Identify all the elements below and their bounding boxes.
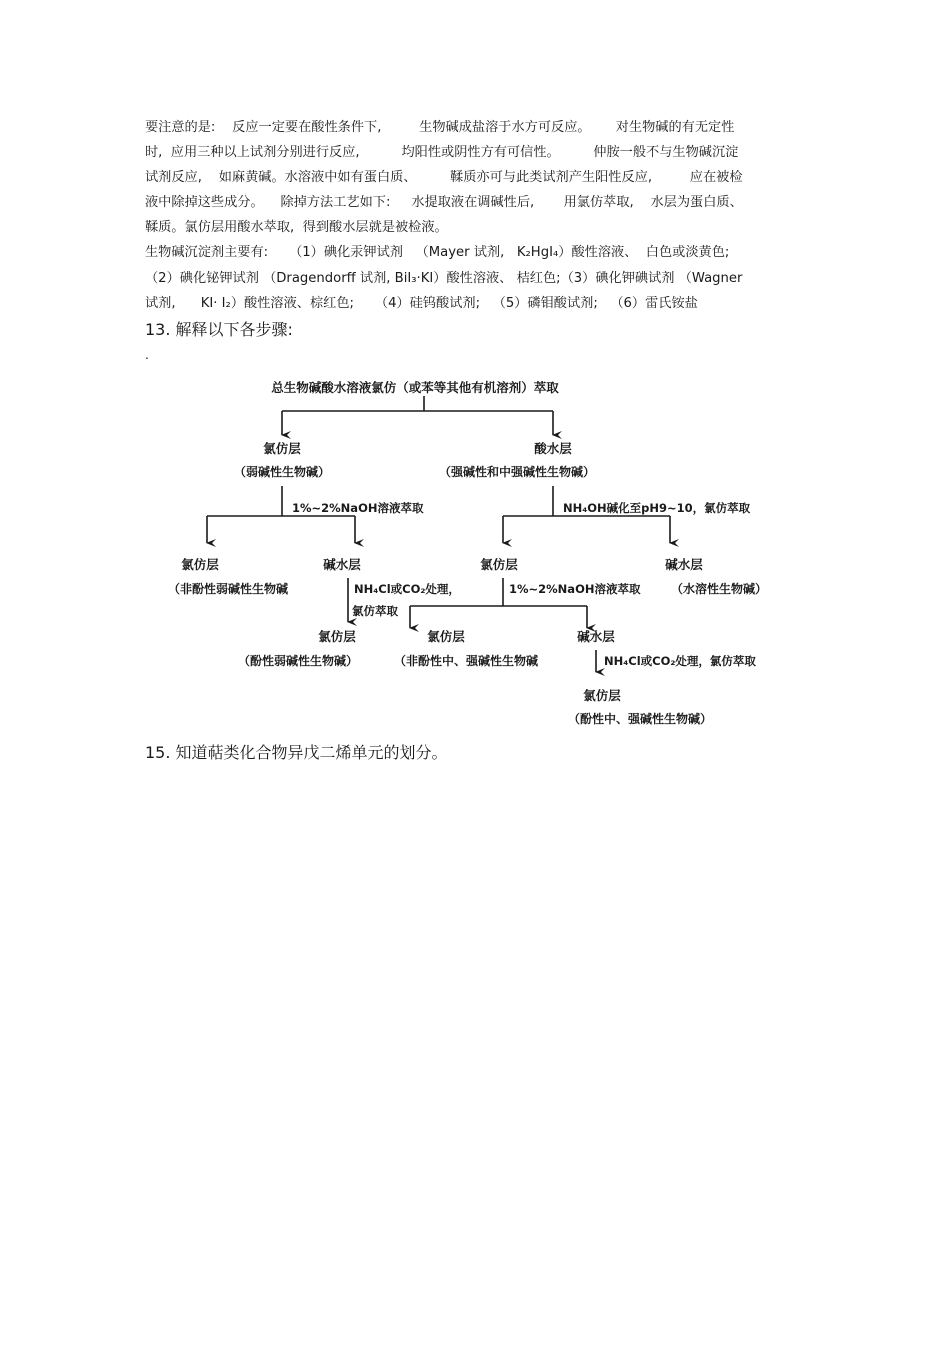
text-line: 试剂, KI· I₂）酸性溶液、棕红色; （4）硅钨酸试剂; （5）磷钼酸试剂; （6）雷氏铵盐 <box>145 296 698 311</box>
flow-alkali-water-layer-2: 碱水层 <box>665 557 703 572</box>
text-line: 时, 应用三种以上试剂分别进行反应, 均阳性或阴性方有可信性。 仲胺一般不与生物碱沉淀 <box>145 145 739 160</box>
flow-step-naoh-2: 1%~2%NaOH溶液萃取 <box>509 582 641 596</box>
flow-chloroform-layer-5: 氯仿层 <box>427 629 465 644</box>
text-line: 生物碱沉淀剂主要有: （1）碘化汞钾试剂 （Mayer 试剂, K₂HgI₄）酸性溶液、 白色或淡黄色; <box>145 245 730 260</box>
flow-acid-water-layer: 酸水层 <box>534 441 572 456</box>
flow-step-naoh-1: 1%~2%NaOH溶液萃取 <box>292 501 424 515</box>
flow-chloroform-layer-1-desc: （弱碱性生物碱） <box>233 465 331 479</box>
flow-chloroform-layer-6-desc: （酚性中、强碱性生物碱） <box>567 712 713 726</box>
flow-top-label: 总生物碱酸水溶液氯仿（或苯等其他有机溶剂）萃取 <box>271 380 559 395</box>
text-line: 液中除掉这些成分。 除掉方法工艺如下: 水提取液在调碱性后, 用氯仿萃取, 水层为蛋白质、 <box>145 195 743 210</box>
flow-chloroform-layer-4: 氯仿层 <box>318 629 356 644</box>
flow-chloroform-layer-2: 氯仿层 <box>181 557 219 572</box>
stray-dot: . <box>145 348 149 362</box>
text-line: 要注意的是: 反应一定要在酸性条件下, 生物碱成盐溶于水方可反应。 对生物碱的有无定性 <box>145 120 735 135</box>
flow-chloroform-layer-6: 氯仿层 <box>583 688 621 703</box>
flow-chloroform-layer-4-desc: （酚性弱碱性生物碱） <box>237 654 359 668</box>
flow-step-nh4cl-1a: NH₄Cl或CO₂处理， <box>354 582 460 596</box>
flow-chloroform-layer-5-desc: （非酚性中、强碱性生物碱 <box>393 654 539 668</box>
flow-step-nh4cl-1b: 氯仿萃取 <box>352 604 398 618</box>
flow-alkali-water-layer-2-desc: （水溶性生物碱） <box>670 582 768 596</box>
flow-step-nh4cl-2: NH₄Cl或CO₂处理，氯仿萃取 <box>604 654 756 668</box>
flow-acid-water-layer-desc: （强碱性和中强碱性生物碱） <box>438 465 596 479</box>
heading-13: 13. 解释以下各步骤: <box>145 320 293 339</box>
flow-chloroform-layer-2-desc: （非酚性弱碱性生物碱 <box>167 582 289 596</box>
flow-chloroform-layer-3: 氯仿层 <box>480 557 518 572</box>
flow-chloroform-layer-1: 氯仿层 <box>263 441 301 456</box>
text-line: 鞣质。氯仿层用酸水萃取, 得到酸水层就是被检液。 <box>145 220 448 235</box>
text-line: 试剂反应, 如麻黄碱。水溶液中如有蛋白质、 鞣质亦可与此类试剂产生阳性反应, 应在被检 <box>145 170 743 185</box>
text-line: （2）碘化铋钾试剂 （Dragendorff 试剂, BiI₃·KI）酸性溶液、 桔红色;（3）碘化钾碘试剂 （Wagner <box>145 271 743 286</box>
flow-alkali-water-layer-3: 碱水层 <box>577 629 615 644</box>
flow-step-nh4oh: NH₄OH碱化至pH9~10，氯仿萃取 <box>563 501 751 515</box>
heading-15: 15. 知道萜类化合物异戊二烯单元的划分。 <box>145 743 448 762</box>
flow-alkali-water-layer-1: 碱水层 <box>323 557 361 572</box>
